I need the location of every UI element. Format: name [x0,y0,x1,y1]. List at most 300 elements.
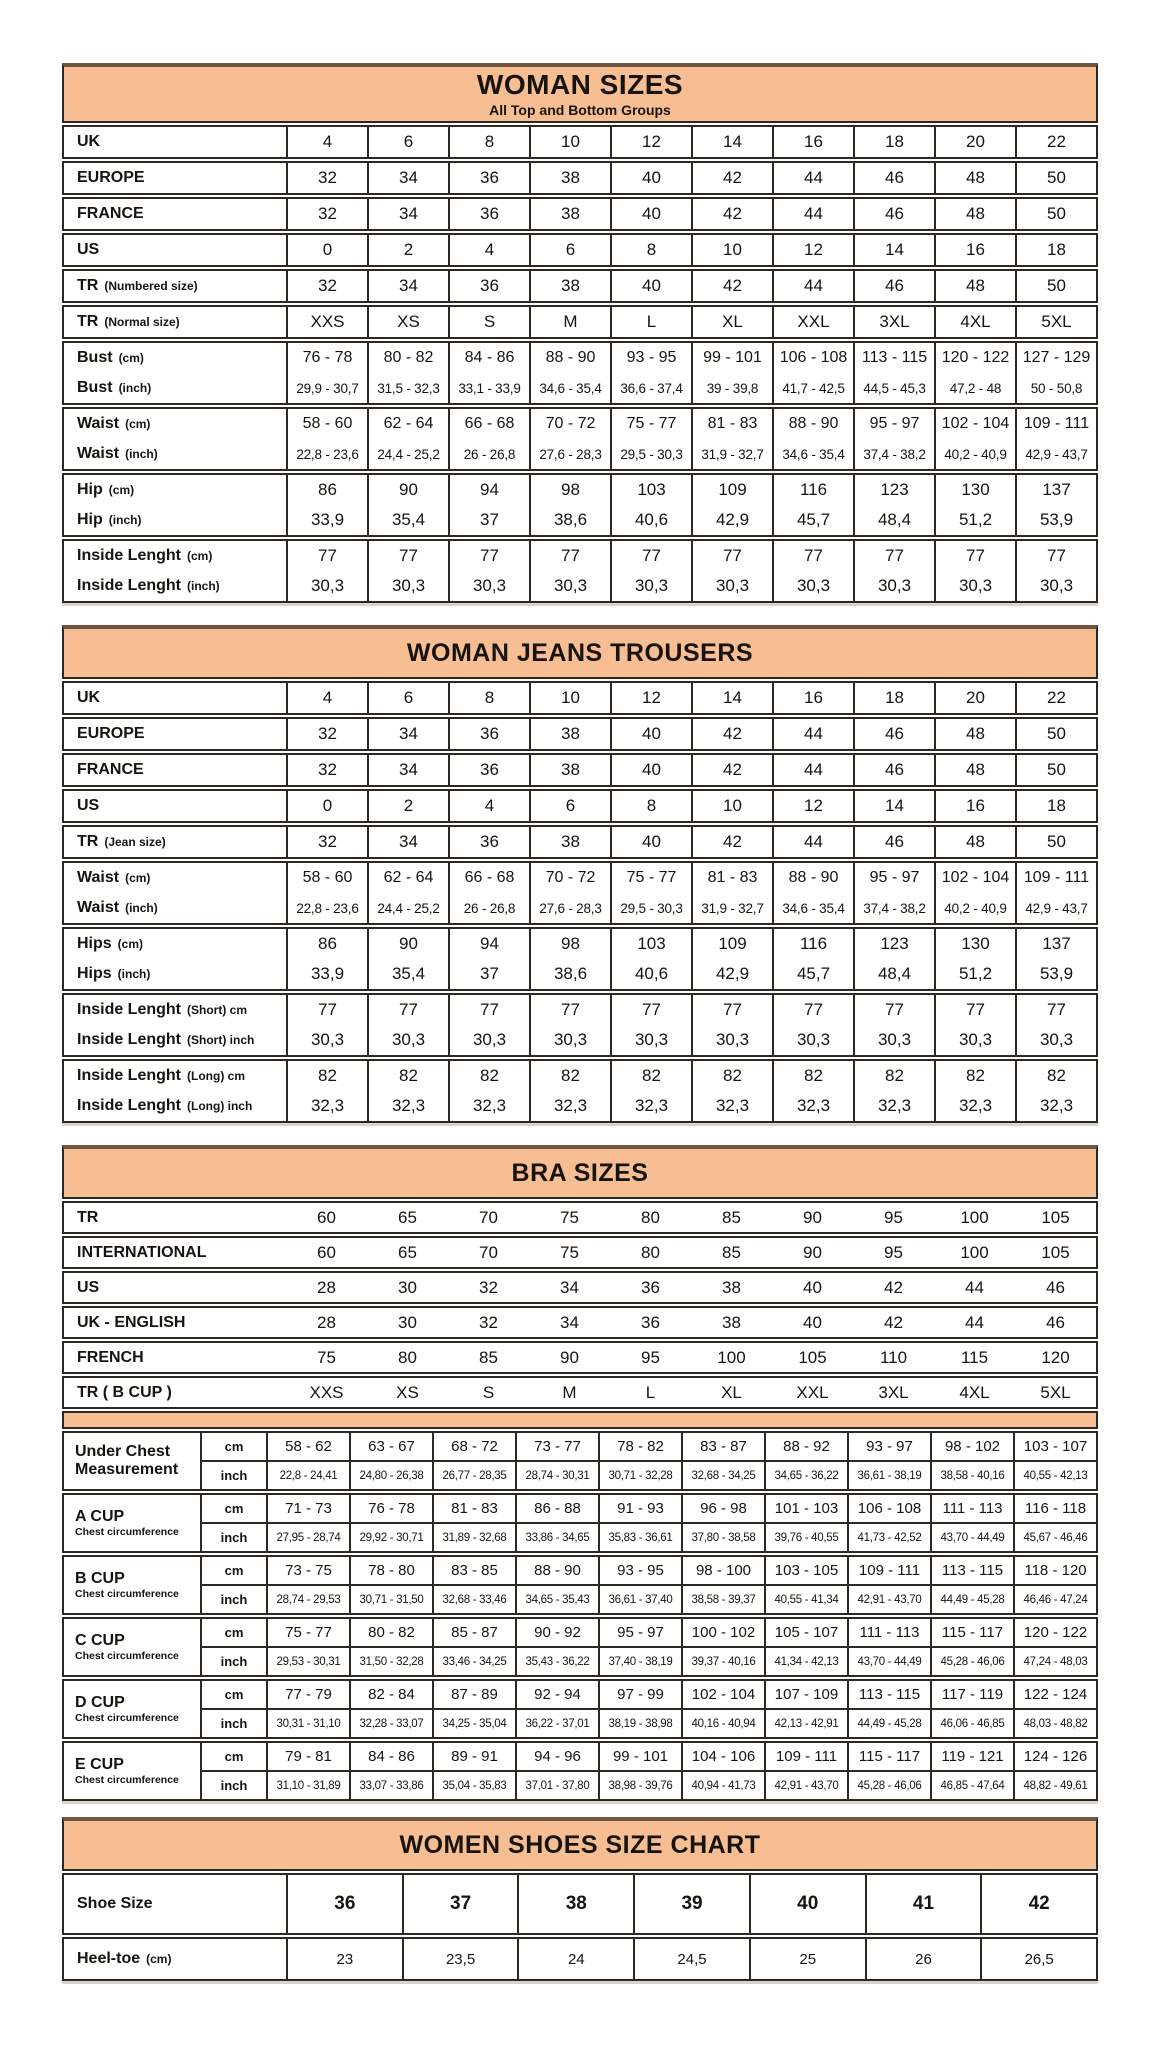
row-label [64,1061,286,1091]
size-cell: 32,3 [691,1091,772,1121]
size-cell: 27,6 - 28,3 [529,439,610,469]
size-cell: M [562,1382,577,1402]
row-label-note: (Numbered size) [104,279,198,293]
row-group [62,341,1098,405]
size-cell: 16 [934,235,1015,265]
size-cell: 12 [610,683,691,713]
size-cell: 113 - 115 [930,1557,1013,1584]
size-cell: 33,9 [286,505,367,535]
size-cell: 75 [317,1347,336,1367]
row-group [62,1376,1098,1409]
size-cell: 40,6 [610,959,691,989]
size-cell: 71 - 73 [266,1495,349,1522]
row-group [62,407,1098,471]
table-row [64,199,1096,229]
size-cell: 32,3 [529,1091,610,1121]
row-label [64,1433,202,1489]
size-cell: 29,5 - 30,3 [610,893,691,923]
row-label-text: TR [77,833,99,850]
size-cell: 77 [772,541,853,571]
size-cell: 44 [772,755,853,785]
size-cell: 77 [934,995,1015,1025]
size-cell: 37,40 - 38,19 [598,1648,681,1675]
size-cell: 48 [934,719,1015,749]
size-cell: 86 [286,929,367,959]
size-cell: 31,10 - 31,89 [266,1772,349,1799]
table-row [64,1378,1096,1407]
table-row [64,439,1096,469]
unit-cell: inch [220,1716,248,1731]
row-label [64,1238,286,1267]
row-sublabel: Chest circumference [75,1588,179,1601]
row-label-note: (cm) [108,483,135,497]
size-cell: S [448,307,529,337]
size-cell: 53,9 [1015,959,1096,989]
table-row [64,683,1096,713]
size-cell: 99 - 101 [598,1743,681,1770]
table-row [202,1460,1096,1489]
size-cell: 80 [641,1242,660,1262]
size-cell: 36 [448,163,529,193]
size-cell: 81 - 83 [432,1495,515,1522]
bra-cup-group [62,1431,1098,1491]
size-cell: 60 [317,1242,336,1262]
size-cell: 51,2 [934,959,1015,989]
size-cell: 70 - 72 [529,863,610,893]
size-cell: 38 [529,719,610,749]
size-cell: 30,3 [772,1025,853,1055]
size-cell: 93 - 95 [598,1557,681,1584]
size-cell: 22 [1015,683,1096,713]
size-cell: 81 - 83 [691,409,772,439]
size-cell: 95 [884,1207,903,1227]
row-label [64,1875,286,1933]
row-label [64,1939,286,1979]
row-group [62,993,1098,1057]
size-cell: 32,3 [367,1091,448,1121]
size-cell: 46 [1046,1312,1065,1332]
size-cell: 82 [367,1061,448,1091]
size-cell: 42 [691,199,772,229]
row-label [64,1091,286,1121]
size-cell: 38,58 - 39,37 [681,1586,764,1613]
row-group [62,825,1098,859]
cup-rows [202,1619,1096,1675]
table-row [64,929,1096,959]
size-cell: 10 [691,235,772,265]
row-label [64,1743,202,1799]
size-cell: 48 [934,755,1015,785]
size-cell: 40 [803,1312,822,1332]
row-label [64,541,286,571]
size-cell: 40 [803,1277,822,1297]
size-cell: 36 [448,719,529,749]
table-row [202,1584,1096,1613]
size-cell: 20 [934,683,1015,713]
size-cell: 77 - 79 [266,1681,349,1708]
size-cell: 37,80 - 38,58 [681,1524,764,1551]
size-cell: 34 [367,719,448,749]
size-cell: 38,98 - 39,76 [598,1772,681,1799]
size-cell: XXL [796,1382,829,1402]
row-label-text: Bust [77,379,113,396]
size-cell: 6 [367,683,448,713]
row-group [62,753,1098,787]
section-bra-sizes [62,1145,1098,1801]
size-cell: 32,3 [853,1091,934,1121]
size-cell: 65 [398,1242,417,1262]
row-label [64,827,286,857]
size-cell: 44 [772,163,853,193]
bra-cup-group [62,1493,1098,1553]
size-cell: 38 [722,1312,741,1332]
size-cell: 36 [448,199,529,229]
size-cell: 82 [610,1061,691,1091]
table-row [64,1025,1096,1055]
size-cell: 38,6 [529,959,610,989]
size-cell: 95 - 97 [853,409,934,439]
size-cell: 83 - 87 [681,1433,764,1460]
size-cell: 32,28 - 33,07 [349,1710,432,1737]
size-cell: 73 - 77 [515,1433,598,1460]
size-cell: 32 [479,1312,498,1332]
row-label-text: Inside Lenght [77,1001,181,1018]
row-label-text: US [77,241,100,258]
size-cell: 39,37 - 40,16 [681,1648,764,1675]
size-cell: 26 - 26,8 [448,893,529,923]
size-cell: 78 - 82 [598,1433,681,1460]
size-cell: 10 [529,127,610,157]
size-cell: 32,3 [934,1091,1015,1121]
size-cell: 40,94 - 41,73 [681,1772,764,1799]
size-cell: 77 [1015,541,1096,571]
size-cell: 28,74 - 29,53 [266,1586,349,1613]
table-row [64,1343,1096,1372]
size-cell: 34 [367,827,448,857]
row-label-text: Waist [77,869,120,886]
size-cell: 37 [448,505,529,535]
row-label [64,1025,286,1055]
size-cell: 27,95 - 28,74 [266,1524,349,1551]
table-row [202,1646,1096,1675]
section-woman-jeans [62,625,1098,1123]
size-cell: 46 [853,271,934,301]
table-row [64,571,1096,601]
size-cell: 75 [560,1242,579,1262]
size-cell: 113 - 115 [853,343,934,373]
size-cell: 82 [529,1061,610,1091]
row-label [64,791,286,821]
size-cell: 34 [367,163,448,193]
woman-sizes-subtitle: All Top and Bottom Groups [489,101,671,118]
row-label-note: (cm) [187,549,213,563]
size-cell: 95 [884,1242,903,1262]
size-cell: 123 [853,475,934,505]
row-label-text: Inside Lenght [77,1031,181,1048]
row-sublabel: Chest circumference [75,1774,179,1787]
table-row [64,235,1096,265]
size-cell: 77 [691,541,772,571]
woman-jeans-header [62,625,1098,679]
row-sublabel: Chest circumference [75,1650,179,1663]
size-cell: 40,55 - 41,34 [764,1586,847,1613]
row-label-note: (Long) inch [187,1099,253,1113]
size-cell: 39,76 - 40,55 [764,1524,847,1551]
size-cell: 38 [529,199,610,229]
size-cell: 40 [610,163,691,193]
size-cell: 70 - 72 [529,409,610,439]
size-cell: 37,4 - 38,2 [853,439,934,469]
row-label-text: Inside Lenght [77,577,181,594]
size-cell: 77 [853,995,934,1025]
row-label [64,343,286,373]
size-cell: 32,3 [448,1091,529,1121]
size-cell: 80 - 82 [349,1619,432,1646]
size-cell: 31,89 - 32,68 [432,1524,515,1551]
size-cell: 77 [853,541,934,571]
size-cell: 94 [448,475,529,505]
table-row [64,505,1096,535]
section-women-shoes [62,1817,1098,1981]
size-cell: 75 [560,1207,579,1227]
size-cell: 45,7 [772,505,853,535]
row-label-text: UK - ENGLISH [77,1313,186,1331]
size-cell: 100 [960,1207,989,1227]
bra-cup-rows [62,1431,1098,1801]
women-shoes-rows [62,1873,1098,1981]
size-cell: 30,3 [691,571,772,601]
size-cell: 38 [517,1875,633,1933]
size-cell: 31,5 - 32,3 [367,373,448,403]
unit-cell: cm [224,1439,244,1454]
size-cell: 58 - 62 [266,1433,349,1460]
size-cell: 31,9 - 32,7 [691,439,772,469]
size-cell: 42 [691,719,772,749]
row-label-note: (cm) [118,351,144,365]
size-cell: 42 [980,1875,1096,1933]
size-cell: 12 [772,235,853,265]
row-label-text: D CUP [75,1693,125,1711]
size-cell: 44 [965,1277,984,1297]
size-cell: 14 [853,791,934,821]
size-cell: 119 - 121 [930,1743,1013,1770]
size-cell: 36 [641,1312,660,1332]
woman-sizes-rows [62,125,1098,603]
size-cell: 117 - 119 [930,1681,1013,1708]
size-cell: 137 [1015,929,1096,959]
size-cell: 95 - 97 [853,863,934,893]
size-cell: 82 [853,1061,934,1091]
size-cell: 88 - 90 [515,1557,598,1584]
size-cell: 77 [610,541,691,571]
row-label-text: FRENCH [77,1348,144,1366]
size-cell: 38 [722,1277,741,1297]
size-cell: 29,5 - 30,3 [610,439,691,469]
size-cell: 70 [479,1207,498,1227]
size-cell: 66 - 68 [448,409,529,439]
size-cell: 46,06 - 46,85 [930,1710,1013,1737]
size-cell: 47,2 - 48 [934,373,1015,403]
woman-jeans-rows [62,681,1098,1123]
row-group [62,197,1098,231]
size-cell: 24,4 - 25,2 [367,893,448,923]
size-cell: 50 [1015,163,1096,193]
table-row [64,959,1096,989]
row-label [64,929,286,959]
size-cell: 82 [772,1061,853,1091]
size-cell: 30,3 [772,571,853,601]
size-cell: 80 - 82 [367,343,448,373]
size-cell: 32 [286,719,367,749]
size-cell: 81 - 83 [691,863,772,893]
size-cell: 42,13 - 42,91 [764,1710,847,1737]
row-label-text: EUROPE [77,725,145,742]
size-cell: 77 [448,995,529,1025]
size-cell: 77 [448,541,529,571]
size-cell: 33,9 [286,959,367,989]
table-row [202,1433,1096,1460]
size-cell: 36 [286,1875,402,1933]
size-cell: 75 - 77 [266,1619,349,1646]
size-cell: 18 [853,683,934,713]
table-row [64,1238,1096,1267]
row-group [62,161,1098,195]
size-cell: 26,77 - 28,35 [432,1462,515,1489]
size-cell: 34 [560,1277,579,1297]
size-cell: 89 - 91 [432,1743,515,1770]
row-label-text: Hips [77,965,112,982]
size-cell: 30 [398,1277,417,1297]
size-cell: 100 [717,1347,746,1367]
size-cell: 109 - 111 [1015,863,1096,893]
size-cell: 4XL [934,307,1015,337]
table-row [64,163,1096,193]
size-cell: 62 - 64 [367,863,448,893]
size-cell: 105 [798,1347,827,1367]
size-cell: 4 [448,791,529,821]
size-cell: S [482,1382,495,1402]
size-cell: 30 [398,1312,417,1332]
size-cell: 30,71 - 32,28 [598,1462,681,1489]
size-cell: 36,61 - 37,40 [598,1586,681,1613]
row-group [62,269,1098,303]
row-label [64,719,286,749]
size-cell: 105 - 107 [764,1619,847,1646]
size-cell: 109 [691,475,772,505]
row-label [64,307,286,337]
table-row [64,343,1096,373]
row-label [64,163,286,193]
row-label [64,1495,202,1551]
table-row [64,1203,1096,1232]
table-row [64,307,1096,337]
table-row [202,1522,1096,1551]
size-cell: 115 [960,1347,989,1367]
size-cell: 16 [934,791,1015,821]
size-cell: 109 - 111 [1015,409,1096,439]
bra-sizes-header [62,1145,1098,1199]
size-cell: 41,34 - 42,13 [764,1648,847,1675]
size-cell: 48 [934,827,1015,857]
size-cell: 42 [884,1312,903,1332]
size-cell: 44 [772,271,853,301]
table-row [64,409,1096,439]
size-cell: 76 - 78 [286,343,367,373]
size-cell: 42,91 - 43,70 [764,1772,847,1799]
size-cell: 30,3 [691,1025,772,1055]
size-cell: 60 [317,1207,336,1227]
size-cell: 28,74 - 30,31 [515,1462,598,1489]
size-cell: 30,3 [529,571,610,601]
table-row [64,719,1096,749]
size-cell: 10 [529,683,610,713]
row-label [64,1273,286,1302]
size-cell: 18 [853,127,934,157]
size-cell: 130 [934,929,1015,959]
size-cell: 30,3 [286,1025,367,1055]
size-cell: 30,3 [448,1025,529,1055]
size-cell: 42,9 - 43,7 [1015,893,1096,923]
row-group [62,1341,1098,1374]
section-woman-sizes [62,63,1098,603]
size-cell: 98 - 102 [930,1433,1013,1460]
unit-cell: inch [220,1654,248,1669]
size-cell: 77 [286,995,367,1025]
bra-section-divider [62,1411,1098,1429]
size-cell: 40,16 - 40,94 [681,1710,764,1737]
woman-jeans-title: WOMAN JEANS TROUSERS [406,638,754,667]
size-cell: 34 [367,755,448,785]
size-cell: 120 - 122 [934,343,1015,373]
size-cell: 80 [398,1347,417,1367]
size-cell: 30,3 [1015,1025,1096,1055]
size-cell: 82 [286,1061,367,1091]
row-label-text: Under Chest [75,1443,171,1461]
table-row [64,791,1096,821]
size-cell: 35,4 [367,505,448,535]
size-cell: 93 - 95 [610,343,691,373]
size-cell: 22,8 - 23,6 [286,893,367,923]
table-row [64,1091,1096,1121]
size-cell: 27,6 - 28,3 [529,893,610,923]
size-cell: 4 [286,683,367,713]
size-cell: 41,73 - 42,52 [847,1524,930,1551]
size-cell: 98 [529,929,610,959]
size-cell: 38,6 [529,505,610,535]
size-cell: 100 [960,1242,989,1262]
size-cell: 32 [286,199,367,229]
size-cell: 37,4 - 38,2 [853,893,934,923]
table-row [64,271,1096,301]
size-cell: 50 [1015,827,1096,857]
row-label-text: TR ( B CUP ) [77,1383,172,1401]
row-label [64,1681,202,1737]
row-label [64,1343,286,1372]
size-cell: 30,31 - 31,10 [266,1710,349,1737]
size-cell: 34,6 - 35,4 [772,893,853,923]
table-row [64,1273,1096,1302]
size-cell: 24,4 - 25,2 [367,439,448,469]
row-label-text: A CUP [75,1507,125,1525]
size-cell: 40,6 [610,505,691,535]
size-cell: 0 [286,235,367,265]
row-label [64,959,286,989]
size-cell: 102 - 104 [681,1681,764,1708]
row-label [64,409,286,439]
unit-cell: cm [224,1749,244,1764]
size-cell: 44,49 - 45,28 [847,1710,930,1737]
size-cell: L [610,307,691,337]
